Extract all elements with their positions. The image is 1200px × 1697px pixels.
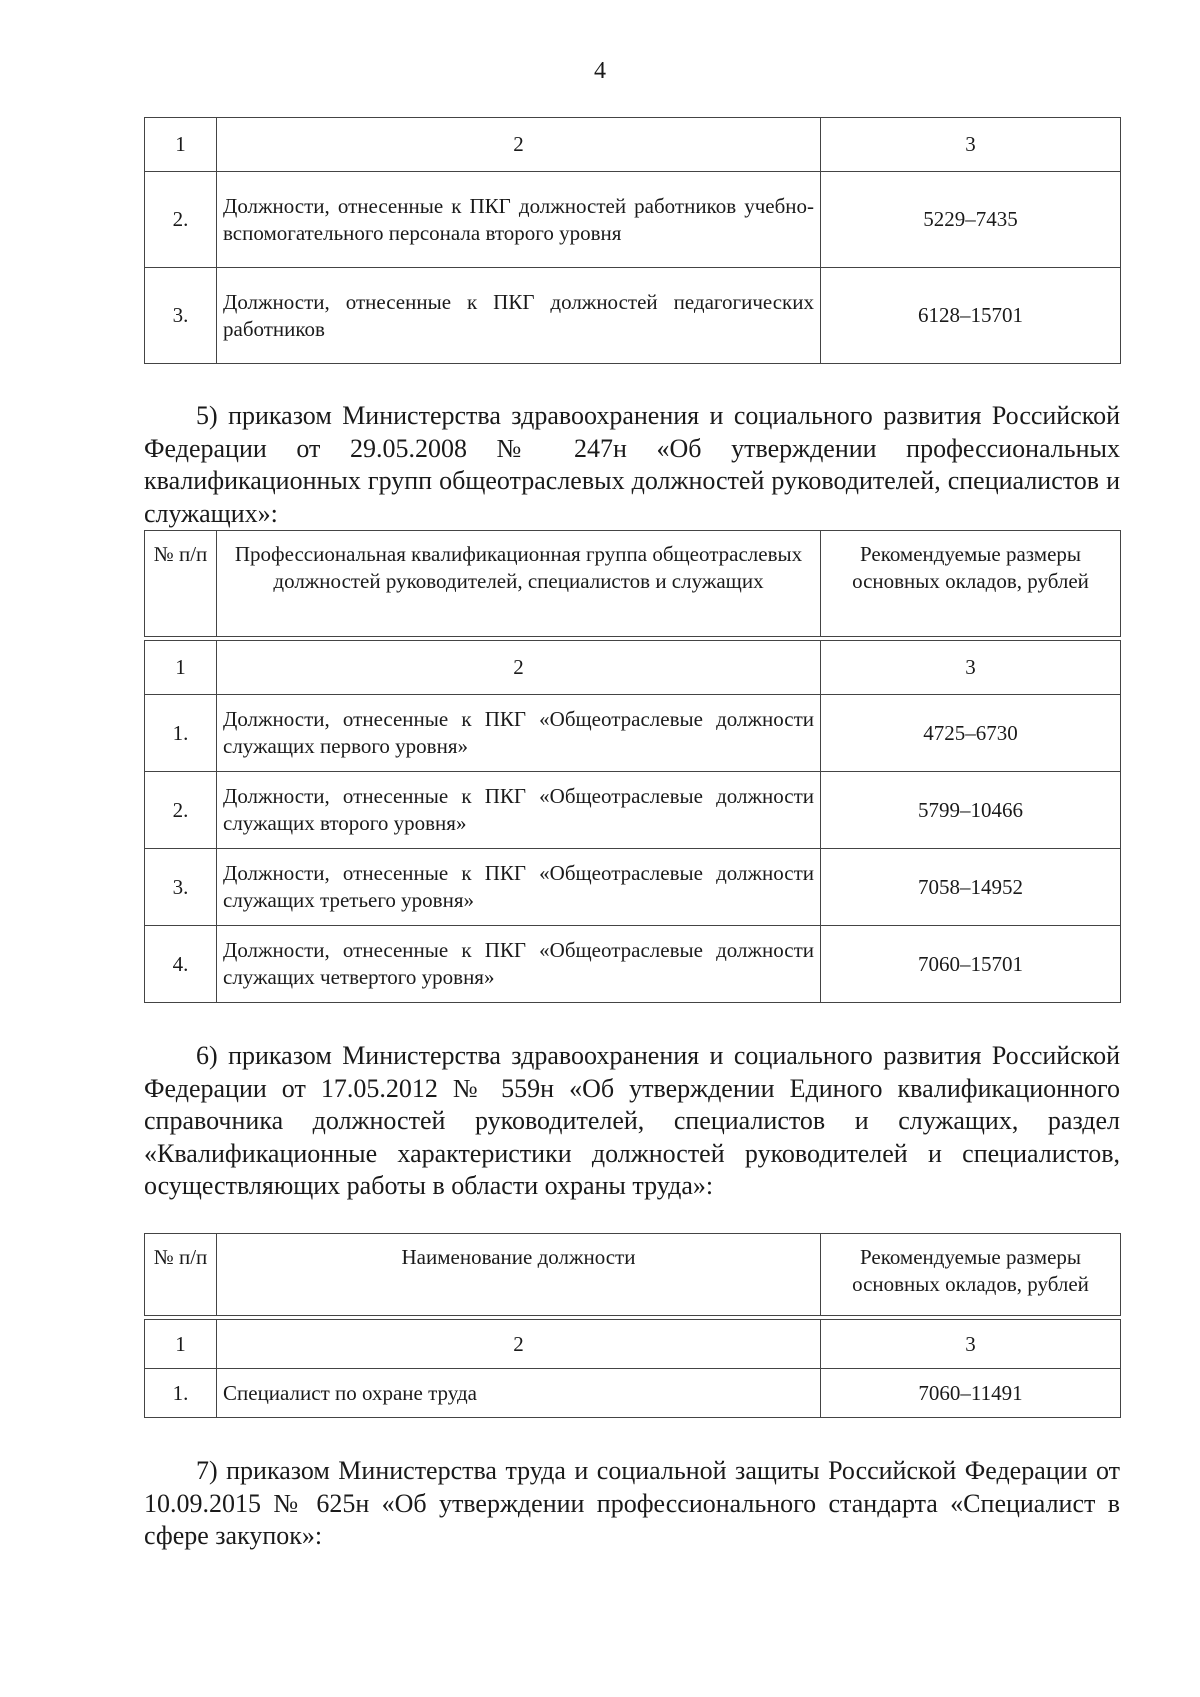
table-c-head (144, 1233, 1121, 1316)
table-header-row (145, 1320, 1121, 1369)
page-number: 4 (594, 58, 606, 84)
paragraph-6 (144, 1040, 1120, 1203)
row-number: 1. (145, 1369, 217, 1418)
paragraph-5 (144, 400, 1120, 530)
position-name: Должности, отнесенные к ПКГ должностей работников учебно-вспомогательного персонала второго уровня (217, 172, 821, 268)
salary-range: 5799–10466 (821, 772, 1121, 849)
row-number: 3. (145, 268, 217, 364)
position-name: Должности, отнесенные к ПКГ «Общеотраслевые должности служащих четвертого уровня» (217, 926, 821, 1003)
table-row (145, 172, 1121, 268)
header-cell: 3 (821, 641, 1121, 695)
table-row (145, 695, 1121, 772)
header-cell: 3 (821, 118, 1121, 172)
salary-range: 7058–14952 (821, 849, 1121, 926)
salary-range: 6128–15701 (821, 268, 1121, 364)
table-row (145, 772, 1121, 849)
table-row (145, 849, 1121, 926)
header-cell: 2 (217, 118, 821, 172)
row-number: 2. (145, 772, 217, 849)
position-name: Должности, отнесенные к ПКГ «Общеотраслевые должности служащих третьего уровня» (217, 849, 821, 926)
table-b-head (144, 530, 1121, 637)
position-name: Специалист по охране труда (217, 1369, 821, 1418)
header-cell: 1 (145, 641, 217, 695)
header-cell: 1 (145, 118, 217, 172)
table-c-body (144, 1319, 1121, 1418)
header-cell: 2 (217, 1320, 821, 1369)
paragraph-7-text: 7) приказом Министерства труда и социальной защиты Российской Федерации от 10.09.2015 № 625н «Об утверждении профессионального стандарта «Специалист в сфере закупок»: (144, 1456, 1120, 1550)
position-name: Должности, отнесенные к ПКГ «Общеотраслевые должности служащих второго уровня» (217, 772, 821, 849)
row-number: 3. (145, 849, 217, 926)
position-name: Должности, отнесенные к ПКГ «Общеотраслевые должности служащих первого уровня» (217, 695, 821, 772)
table-row (145, 926, 1121, 1003)
table-continuation (144, 117, 1121, 364)
salary-range: 7060–11491 (821, 1369, 1121, 1418)
table-header-row (145, 641, 1121, 695)
row-number: 1. (145, 695, 217, 772)
salary-range: 4725–6730 (821, 695, 1121, 772)
column-title-number: № п/п (145, 531, 217, 637)
paragraph-7 (144, 1455, 1120, 1553)
column-title-position: Наименование должности (217, 1234, 821, 1316)
salary-range: 7060–15701 (821, 926, 1121, 1003)
paragraph-5-text: 5) приказом Министерства здравоохранения и социального развития Российской Федерации от 29.05.2008 № 247н «Об утверждении профессиональных квалификационных групп общеотраслевых должностей руководителей, специалистов и служащих»: (144, 401, 1120, 528)
table-head-row (145, 531, 1121, 637)
table-header-row (145, 118, 1121, 172)
header-cell: 3 (821, 1320, 1121, 1369)
column-title-salary: Рекомендуемые размеры основных окладов, рублей (821, 531, 1121, 637)
table-b-body (144, 640, 1121, 1003)
column-title-salary: Рекомендуемые размеры основных окладов, рублей (821, 1234, 1121, 1316)
table-row (145, 1369, 1121, 1418)
salary-range: 5229–7435 (821, 172, 1121, 268)
paragraph-6-text: 6) приказом Министерства здравоохранения и социального развития Российской Федерации от 17.05.2012 № 559н «Об утверждении Единого квалификационного справочника должностей руководителей, специалистов и служащих, раздел «Квалификационные характеристики должностей руководителей и специалистов, осуществляющих работы в области охраны труда»: (144, 1041, 1120, 1200)
header-cell: 2 (217, 641, 821, 695)
table-row (145, 268, 1121, 364)
column-title-group: Профессиональная квалификационная группа общеотраслевых должностей руководителей, специалистов и служащих (217, 531, 821, 637)
position-name: Должности, отнесенные к ПКГ должностей педагогических работников (217, 268, 821, 364)
row-number: 4. (145, 926, 217, 1003)
table-head-row (145, 1234, 1121, 1316)
header-cell: 1 (145, 1320, 217, 1369)
column-title-number: № п/п (145, 1234, 217, 1316)
row-number: 2. (145, 172, 217, 268)
